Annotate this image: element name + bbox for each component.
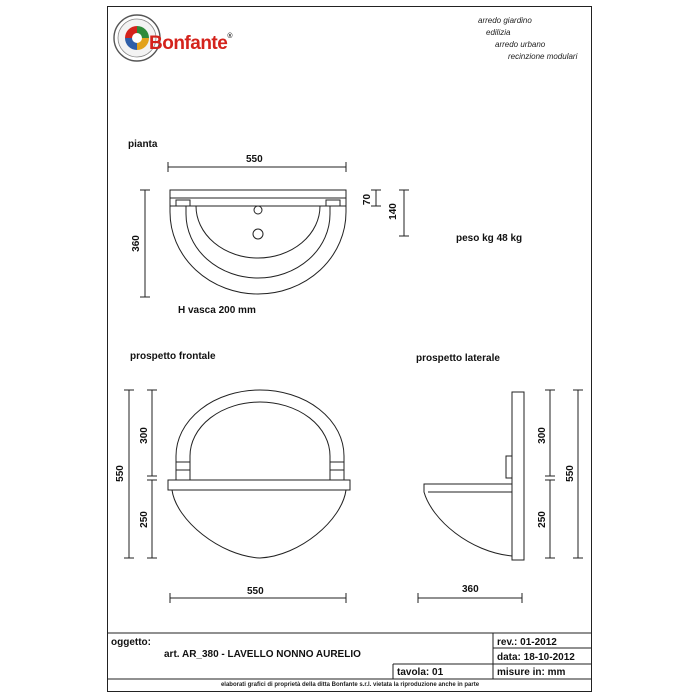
plan-dim-width: 550 [246,154,263,165]
copyright-footer: elaborati grafici di proprietà della ditta Bonfante s.r.l. vietata la riproduzione anche in parte [220,682,480,688]
front-dim-width: 550 [247,586,264,597]
brand-name: Bonfante® [149,33,232,54]
plan-dim-rim: 70 [362,193,374,206]
side-dim-lower: 250 [536,511,548,528]
weight-label: peso kg 48 kg [456,233,523,244]
plan-dim-back: 140 [387,203,399,220]
date: data: 18-10-2012 [497,652,575,663]
revision: rev.: 01-2012 [497,637,557,648]
side-dim-depth: 360 [462,584,479,595]
tagline-1: arredo giardino [478,16,532,25]
subject-label: oggetto: [111,637,151,648]
front-view-title: prospetto frontale [130,351,216,362]
tagline-3: arredo urbano [495,40,546,49]
front-dim-upper: 300 [138,427,150,444]
front-dim-lower: 250 [138,511,150,528]
tagline-4: recinzione modulari [508,52,578,61]
bowl-height-label: H vasca 200 mm [178,305,256,316]
article-title: art. AR_380 - LAVELLO NONNO AURELIO [164,649,361,660]
plan-view-title: pianta [128,139,158,150]
tagline-2: edilizia [486,28,511,37]
side-dim-total: 550 [564,465,576,482]
plan-dim-depth: 360 [130,235,142,252]
front-dim-total: 550 [114,465,126,482]
units: misure in: mm [497,667,566,678]
side-view-title: prospetto laterale [416,353,500,364]
sheet-number: tavola: 01 [397,667,444,678]
side-dim-upper: 300 [536,427,548,444]
